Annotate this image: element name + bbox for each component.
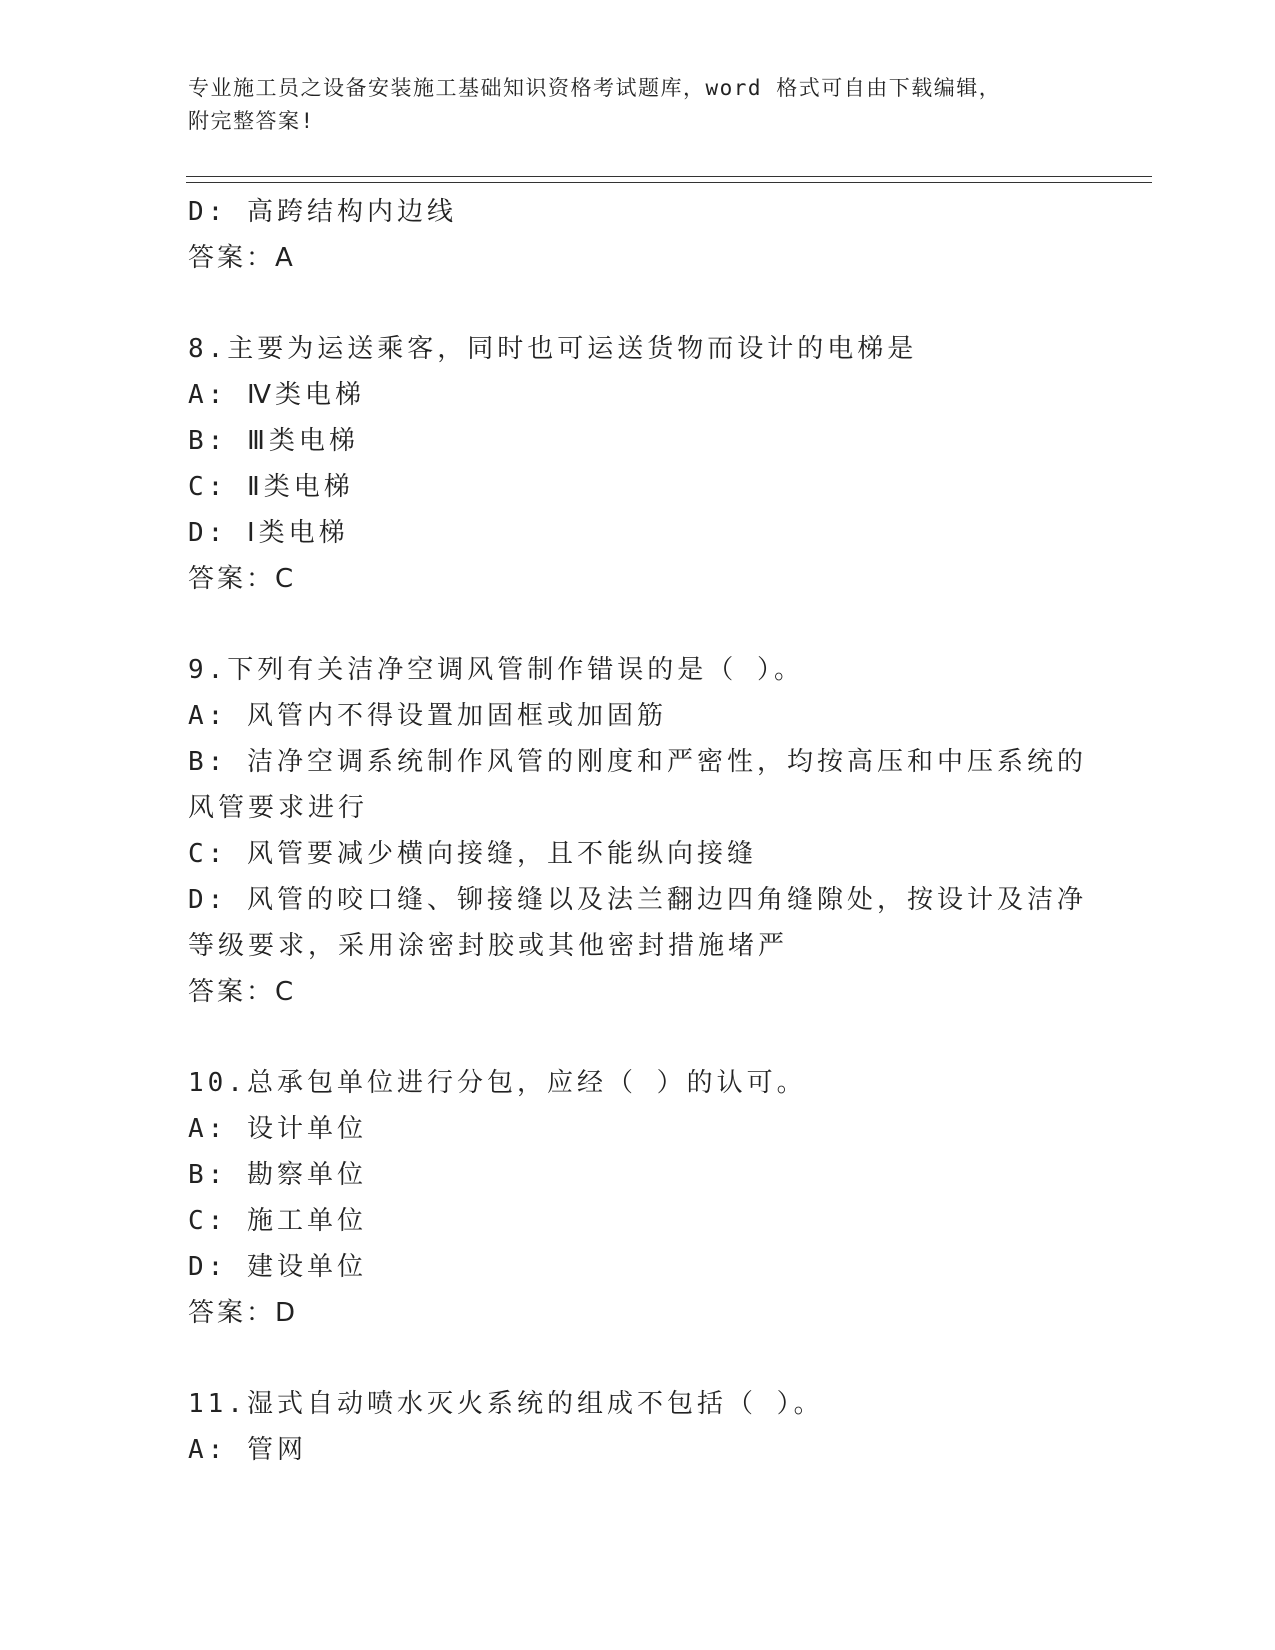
question-stem: 9.下列有关洁净空调风管制作错误的是（ ）。 xyxy=(188,655,804,685)
header-line-2: 附完整答案! xyxy=(188,109,315,133)
question-10 xyxy=(188,1060,1088,1336)
answer-label: 答案：C xyxy=(188,564,297,594)
option-d: D: 高跨结构内边线 xyxy=(188,197,457,227)
question-7-continued xyxy=(188,189,1088,281)
question-stem: 8.主要为运送乘客，同时也可运送货物而设计的电梯是 xyxy=(188,334,918,364)
question-list xyxy=(188,189,1088,1518)
option-b: B: Ⅲ类电梯 xyxy=(188,426,359,456)
header-divider-bottom xyxy=(186,182,1152,183)
option-c: C: 施工单位 xyxy=(188,1206,367,1236)
option-b: B: 洁净空调系统制作风管的刚度和严密性，均按高压和中压系统的风管要求进行 xyxy=(188,747,1087,823)
option-c: C: Ⅱ类电梯 xyxy=(188,472,354,502)
question-8 xyxy=(188,326,1088,602)
option-a: A: Ⅳ类电梯 xyxy=(188,380,365,410)
question-stem: 10.总承包单位进行分包，应经（ ）的认可。 xyxy=(188,1068,807,1098)
option-a: A: 设计单位 xyxy=(188,1114,367,1144)
option-d: D: 风管的咬口缝、铆接缝以及法兰翻边四角缝隙处，按设计及洁净等级要求，采用涂密封胶或其他密封措施堵严 xyxy=(188,885,1087,961)
question-stem: 11.湿式自动喷水灭火系统的组成不包括（ ）。 xyxy=(188,1389,824,1419)
answer-label: 答案：D xyxy=(188,1298,299,1328)
question-9 xyxy=(188,647,1088,1015)
option-a: A: 风管内不得设置加固框或加固筋 xyxy=(188,701,667,731)
document-header xyxy=(188,72,1068,138)
question-11 xyxy=(188,1381,1088,1473)
header-divider-top xyxy=(186,176,1152,177)
option-c: C: 风管要减少横向接缝，且不能纵向接缝 xyxy=(188,839,757,869)
option-a: A: 管网 xyxy=(188,1435,307,1465)
header-line-1: 专业施工员之设备安装施工基础知识资格考试题库，word 格式可自由下载编辑， xyxy=(188,76,1002,100)
option-d: D: Ⅰ类电梯 xyxy=(188,518,349,548)
answer-label: 答案：C xyxy=(188,977,297,1007)
answer-label: 答案：A xyxy=(188,243,296,273)
option-d: D: 建设单位 xyxy=(188,1252,367,1282)
option-b: B: 勘察单位 xyxy=(188,1160,367,1190)
